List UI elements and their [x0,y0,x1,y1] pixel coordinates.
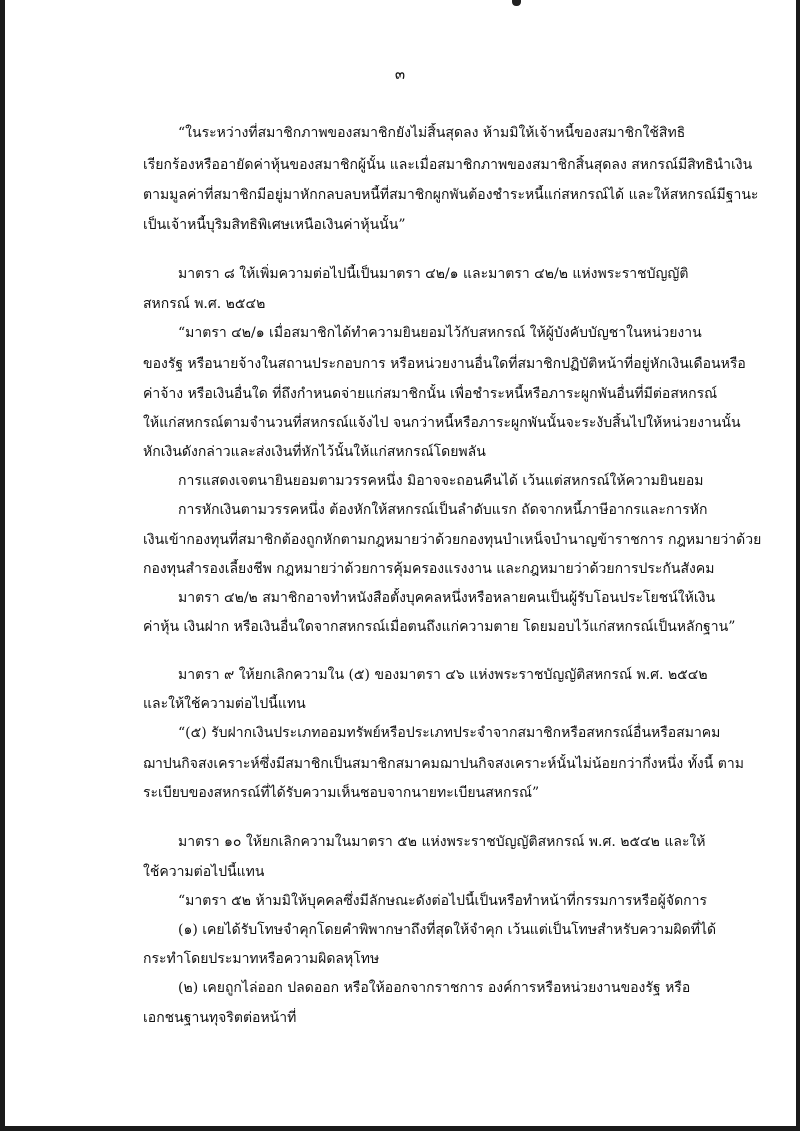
paragraph-line: เอกชนฐานทุจริตต่อหน้าที่ [143,1010,297,1026]
scan-left-edge [0,0,5,1131]
scan-top-edge [0,0,800,8]
paragraph-line: การแสดงเจตนายินยอมตามวรรคหนึ่ง มิอาจจะถอนคืนได้ เว้นแต่สหกรณ์ให้ความยินยอม [178,473,704,489]
paragraph-line: หักเงินดังกล่าวและส่งเงินที่หักไว้นั้นให้แก่สหกรณ์โดยพลัน [143,444,486,460]
paragraph-line: “มาตรา ๕๒ ห้ามมิให้บุคคลซึ่งมีลักษณะดังต่อไปนี้เป็นหรือทำหน้าที่กรรมการหรือผู้จัดการ [178,893,708,909]
scan-right-edge [796,0,800,1131]
paragraph-line: ของรัฐ หรือนายจ้างในสถานประกอบการ หรือหน่วยงานอื่นใดที่สมาชิกปฏิบัติหน้าที่อยู่หักเงินเดือนหรือ [143,356,746,372]
paragraph-line: การหักเงินตามวรรคหนึ่ง ต้องหักให้สหกรณ์เป็นลำดับแรก ถัดจากหนี้ภาษีอากรและการหัก [178,502,708,518]
paragraph-line: (๒) เคยถูกไล่ออก ปลดออก หรือให้ออกจากราชการ องค์การหรือหน่วยงานของรัฐ หรือ [178,980,691,996]
paragraph-line: มาตรา ๔๒/๒ สมาชิกอาจทำหนังสือตั้งบุคคลหนึ่งหรือหลายคนเป็นผู้รับโอนประโยชน์ให้เงิน [178,590,716,606]
section-heading-line: มาตรา ๑๐ ให้ยกเลิกความในมาตรา ๕๒ แห่งพระราชบัญญัติสหกรณ์ พ.ศ. ๒๕๔๒ และให้ [178,834,706,850]
paragraph-line: ให้แก่สหกรณ์ตามจำนวนที่สหกรณ์แจ้งไป จนกว่าหนี้หรือภาระผูกพันนั้นจะระงับสิ้นไปให้หน่วยงานนั้น [143,415,741,431]
section-heading-line: มาตรา ๙ ให้ยกเลิกความใน (๕) ของมาตรา ๔๖ แห่งพระราชบัญญัติสหกรณ์ พ.ศ. ๒๕๔๒ [178,667,708,683]
paragraph-line: กระทำโดยประมาทหรือความผิดลหุโทษ [143,951,380,967]
paragraph-line: ค่าหุ้น เงินฝาก หรือเงินอื่นใดจากสหกรณ์เมื่อตนถึงแก่ความตาย โดยมอบไว้แก่สหกรณ์เป็นหลักฐาน” [143,619,736,635]
paragraph-line: (๑) เคยได้รับโทษจำคุกโดยคำพิพากษาถึงที่สุดให้จำคุก เว้นแต่เป็นโทษสำหรับความผิดที่ได้ [178,922,717,938]
paragraph-line: ค่าจ้าง หรือเงินอื่นใด ที่ถึงกำหนดจ่ายแก่สมาชิกนั้น เพื่อชำระหนี้หรือภาระผูกพันอื่นที่มีต่อสหกรณ์ [143,386,718,402]
paragraph-line: กองทุนสำรองเลี้ยงชีพ กฎหมายว่าด้วยการคุ้มครองแรงงาน และกฎหมายว่าด้วยการประกันสังคม [143,561,715,577]
paragraph-line: เงินเข้ากองทุนที่สมาชิกต้องถูกหักตามกฎหมายว่าด้วยกองทุนบำเหน็จบำนาญข้าราชการ กฎหมายว่าด้วย [143,532,762,548]
paragraph-line: ฌาปนกิจสงเคราะห์ซึ่งมีสมาชิกเป็นสมาชิกสมาคมฌาปนกิจสงเคราะห์นั้นไม่น้อยกว่ากึ่งหนึ่ง ทั้งนี้ ตาม [143,756,744,772]
paragraph-line: สหกรณ์ พ.ศ. ๒๕๔๒ [143,296,266,312]
paragraph-line: ตามมูลค่าที่สมาชิกมีอยู่มาหักกลบลบหนี้ที่สมาชิกผูกพันต้องชำระหนี้แก่สหกรณ์ได้ และให้สหกรณ์มีฐานะ [143,187,759,203]
paragraph-line: และให้ใช้ความต่อไปนี้แทน [143,696,306,712]
paragraph-line: ระเบียบของสหกรณ์ที่ได้รับความเห็นชอบจากนายทะเบียนสหกรณ์” [143,785,540,801]
paragraph-line: ใช้ความต่อไปนี้แทน [143,864,265,880]
paragraph-line: “มาตรา ๔๒/๑ เมื่อสมาชิกได้ทำความยินยอมไว้กับสหกรณ์ ให้ผู้บังคับบัญชาในหน่วยงาน [178,325,702,341]
section-heading-line: มาตรา ๘ ให้เพิ่มความต่อไปนี้เป็นมาตรา ๔๒/๑ และมาตรา ๔๒/๒ แห่งพระราชบัญญัติ [178,266,689,282]
paragraph-line: “(๕) รับฝากเงินประเภทออมทรัพย์หรือประเภทประจำจากสมาชิกหรือสหกรณ์อื่นหรือสมาคม [178,725,721,741]
scan-bottom-edge [0,1126,800,1131]
paragraph-line: “ในระหว่างที่สมาชิกภาพของสมาชิกยังไม่สิ้นสุดลง ห้ามมิให้เจ้าหนี้ของสมาชิกใช้สิทธิ [178,125,686,141]
page-number: ๓ [394,65,406,83]
paragraph-line: เป็นเจ้าหนี้บุริมสิทธิพิเศษเหนือเงินค่าหุ้นนั้น” [143,217,406,233]
paragraph-line: เรียกร้องหรืออายัดค่าหุ้นของสมาชิกผู้นั้น และเมื่อสมาชิกภาพของสมาชิกสิ้นสุดลง สหกรณ์มีสิทธินำเงิน [143,157,753,173]
